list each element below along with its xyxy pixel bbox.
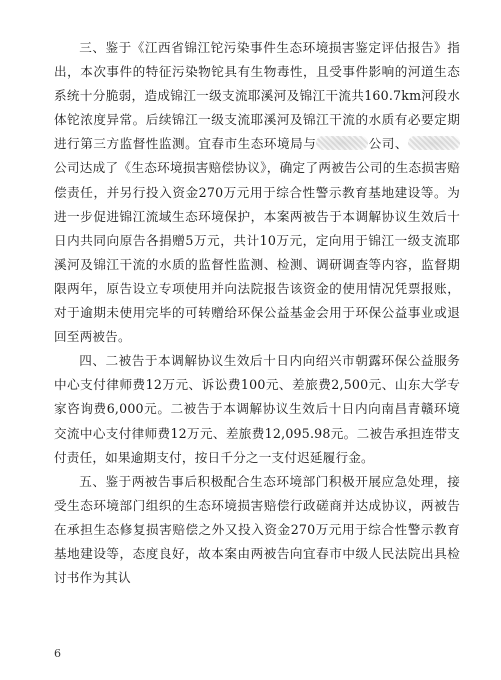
paragraph-three-text-3: 公司达成了《生态环境损害赔偿协议》，确定了两被告公司的生态损害赔偿责任，并另行投入资金270万元用于综合性警示教育基地建设等。为进一步促进锦江流域生态环境保护，本案两被告于本调解协议生效后十日内共同向原告各捐赠5万元，共计10万元，定向用于锦江一级支流耶溪河及锦江干流的水质的监督性监测、检测、调研调查等内容，监督期限两年，原告设立专项使用并向法院报告该资金的使用情况凭票报账，对于逾期未使用完毕的可转赠给环保公益基金会用于环保公益事业或退回至两被告。 bbox=[54, 160, 460, 345]
paragraph-three bbox=[54, 36, 460, 349]
paragraph-three-text-1: 三、鉴于《江西省锦江铊污染事件生态环境损害鉴定评估报告》指出，本次事件的特征污染物铊具有生物毒性，且受事件影响的河道生态系统十分脆弱，造成锦江一级支流耶溪河及锦江干流共160.7km河段水体铊浓度异常。后续锦江一级支流耶溪河及锦江干流的水质有必要定期进行第三方监督性监测。宜春市生态环境局与 bbox=[54, 40, 460, 152]
paragraph-four: 四、二被告于本调解协议生效后十日内向绍兴市朝露环保公益服务中心支付律师费12万元、诉讼费100元、差旅费2,500元、山东大学专家咨询费6,000元。二被告于本调解协议生效后十日内向南昌青赣环境交流中心支付律师费12万元、差旅费12,095.98元。二被告承担连带支付责任，如果逾期支付，按日千分之一支付迟延履行金。 bbox=[54, 353, 460, 465]
paragraph-five: 五、鉴于两被告事后积极配合生态环境部门积极开展应急处理，接受生态环境部门组织的生态环境损害赔偿行政磋商并达成协议，两被告在承担生态修复损害赔偿之外又投入资金270万元用于综合性警示教育基地建设等，态度良好，故本案由两被告向宜春市中级人民法院出具检讨书作为其认 bbox=[54, 473, 460, 586]
redacted-company-name bbox=[408, 136, 460, 150]
document-body bbox=[54, 36, 460, 590]
redacted-company-name bbox=[316, 136, 368, 150]
paragraph-three-text-2: 公司、 bbox=[368, 136, 408, 152]
page-number: 6 bbox=[54, 647, 61, 660]
